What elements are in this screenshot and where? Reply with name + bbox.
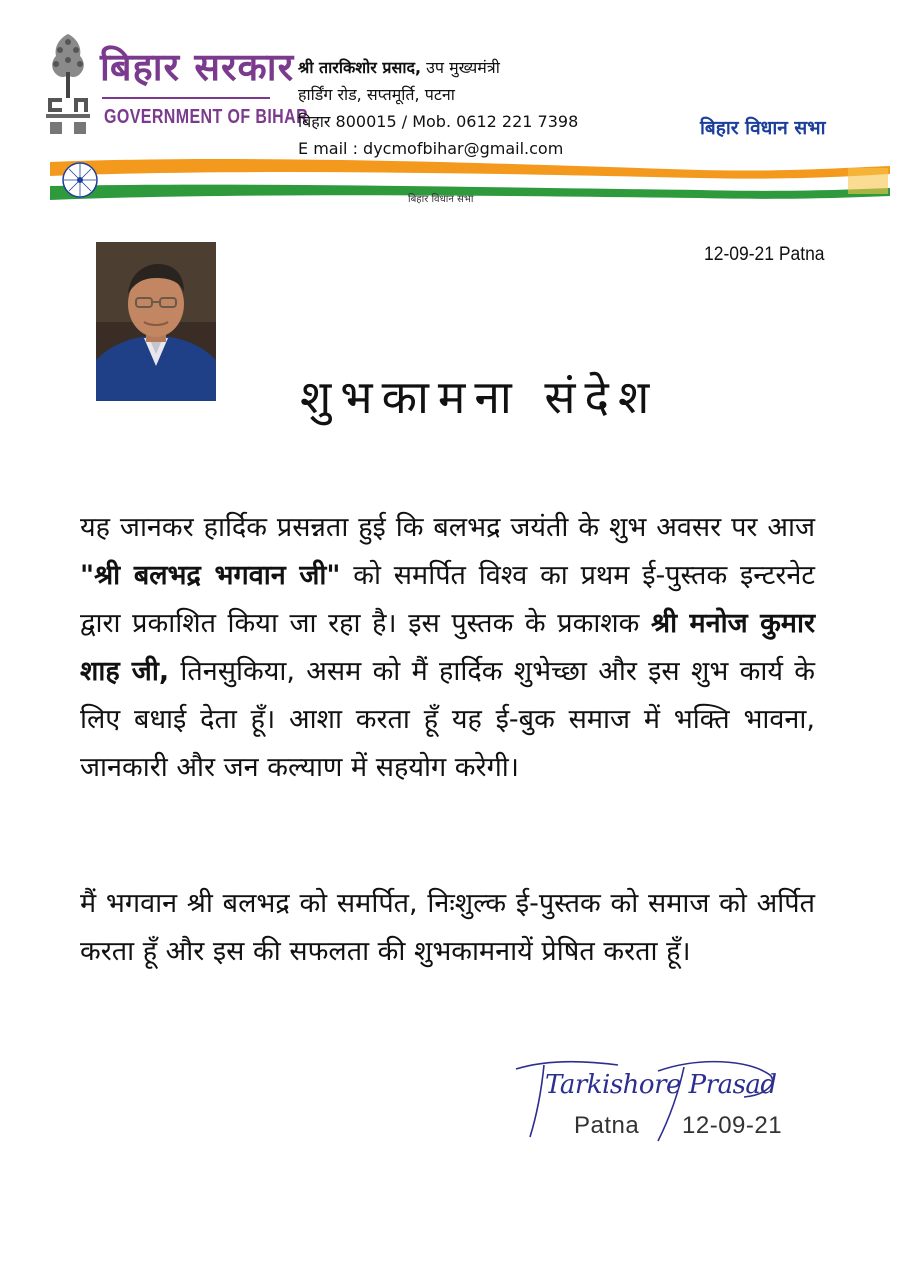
- tricolor-band: [0, 140, 908, 220]
- letter-paragraph-2: मैं भगवान श्री बलभद्र को समर्पित, निःशुल्क ई-पुस्तक को समाज को अर्पित करता हूँ और इस की सफलता की शुभकामनायें प्रेषित करता हूँ।: [80, 888, 815, 967]
- para1-text-3: तिनसुकिया, असम को मैं हार्दिक शुभेच्छा और इस शुभ कार्य के लिए बधाई देता हूँ। आशा करता हूँ यह ई-बुक समाज में भक्ति भावना, जानकारी और जन कल्याण में सहयोग करेगी।: [80, 656, 816, 783]
- signature-date: 12-09-21: [682, 1112, 783, 1139]
- para1-text-1: यह जानकर हार्दिक प्रसन्नता हुई कि बलभद्र जयंती के शुभ अवसर पर आज: [80, 512, 815, 543]
- para1-bold-deity: "श्री बलभद्र भगवान जी": [80, 560, 341, 591]
- para1-text-2: को समर्पित विश्व का प्रथम ई-पुस्तक इन्टरनेट द्वारा प्रकाशित किया जा रहा है। इस पुस्तक के प्रकाशक: [80, 560, 815, 639]
- bihar-emblem-icon: [42, 28, 94, 140]
- vidhan-sabha-logo-text: बिहार विधान सभा: [700, 117, 826, 139]
- government-name-english: GOVERNMENT OF BIHAR: [104, 106, 309, 128]
- band-caption: बिहार विधान सभा: [408, 194, 474, 205]
- address-line-1: हार्डिंग रोड, सप्तमूर्ति, पटना: [298, 85, 455, 104]
- government-name-hindi: बिहार सरकार: [100, 45, 295, 89]
- para1-bold-publisher: श्री मनोज कुमार शाह जी,: [80, 608, 815, 687]
- sender-name: श्री तारकिशोर प्रसाद,: [298, 58, 422, 77]
- email-line: E mail : dycmofbihar@gmail.com: [298, 139, 564, 158]
- letter-date: 12-09-21 Patna: [704, 244, 825, 265]
- signature-name: Tarkishore Prasad: [545, 1070, 777, 1100]
- address-line-2: बिहार 800015 / Mob. 0612 221 7398: [298, 112, 579, 131]
- sender-line: [298, 54, 578, 81]
- letter-heading: शुभकामना संदेश: [300, 370, 659, 424]
- sender-title: उप मुख्यमंत्री: [421, 58, 500, 77]
- letter-paragraph-1: [80, 504, 815, 792]
- letterhead-divider: [102, 97, 270, 99]
- signature-place: Patna: [574, 1112, 640, 1139]
- portrait-photo: [96, 242, 216, 401]
